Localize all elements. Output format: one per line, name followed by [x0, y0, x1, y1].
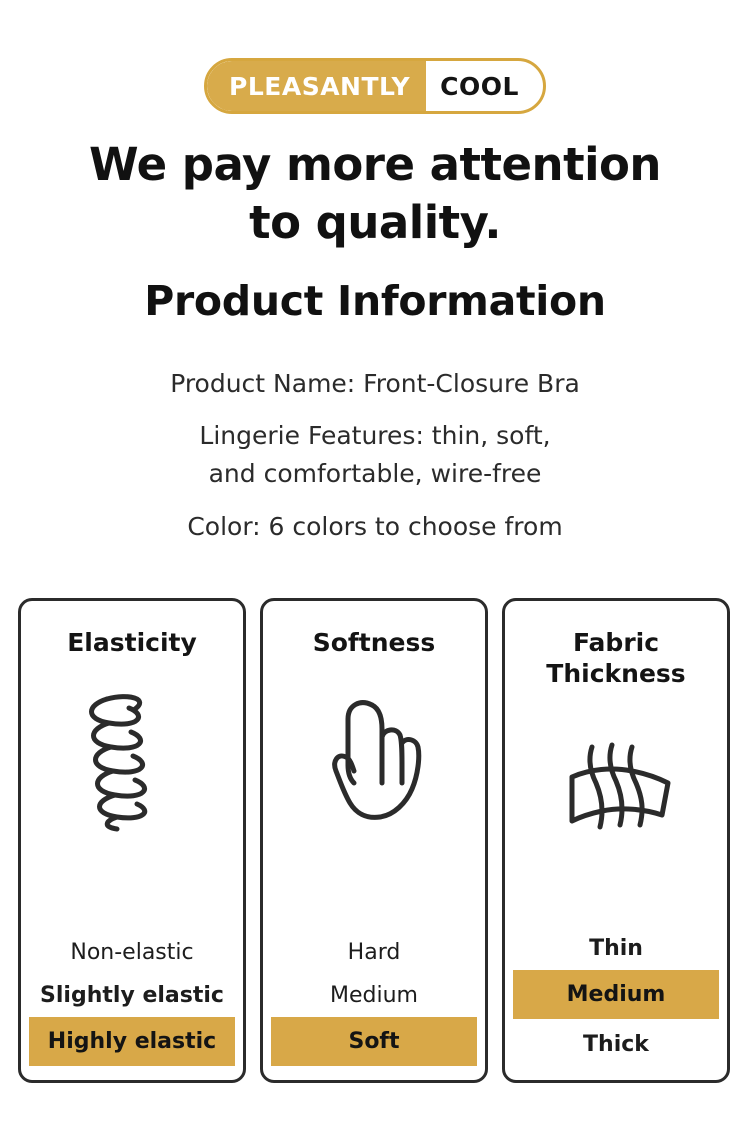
badge-right-label: COOL	[440, 71, 519, 101]
option-fabric-thickness-2[interactable]: Thick	[583, 1032, 649, 1057]
card-title-softness	[313, 627, 436, 658]
badge-container	[0, 0, 750, 114]
features-line-1: Lingerie Features: thin, soft,	[199, 420, 551, 450]
product-features-line	[0, 417, 750, 495]
features-line-2: and comfortable, wire-free	[208, 459, 542, 489]
card-title-line-1: Softness	[312, 628, 436, 657]
product-name-line: Product Name: Front-Closure Bra	[170, 369, 580, 399]
option-fabric-thickness-0[interactable]: Thin	[589, 936, 643, 961]
attribute-cards	[18, 598, 732, 1083]
option-list-elasticity	[21, 931, 243, 1066]
product-color-line: Color: 6 colors to choose from	[187, 512, 563, 542]
spring-coil-icon	[77, 674, 187, 844]
option-elasticity-1[interactable]: Slightly elastic	[40, 983, 224, 1008]
option-list-fabric-thickness	[505, 927, 727, 1066]
pleasantly-cool-badge	[204, 58, 546, 114]
badge-left-label: PLEASANTLY	[207, 61, 426, 111]
page-headline	[0, 136, 750, 251]
attribute-card-fabric-thickness	[502, 598, 730, 1083]
page-subheadline: Product Information	[144, 277, 606, 326]
card-title-fabric-thickness	[546, 627, 685, 690]
option-fabric-thickness-1[interactable]: Medium	[513, 970, 719, 1019]
option-softness-2[interactable]: Soft	[271, 1017, 477, 1066]
option-list-softness	[263, 931, 485, 1066]
card-title-elasticity	[67, 627, 197, 658]
option-elasticity-0[interactable]: Non-elastic	[70, 940, 194, 965]
card-title-line-1: Elasticity	[67, 628, 197, 657]
card-title-line-2: Thickness	[546, 659, 686, 689]
fabric-swatch-icon	[546, 706, 686, 876]
product-info-block	[0, 365, 750, 546]
headline-line-1: We pay more attention	[89, 138, 661, 191]
option-softness-0[interactable]: Hard	[347, 940, 401, 965]
card-title-line-1: Fabric	[572, 628, 660, 657]
pointing-hand-icon	[314, 674, 434, 844]
option-elasticity-2[interactable]: Highly elastic	[29, 1017, 235, 1066]
option-softness-1[interactable]: Medium	[330, 983, 418, 1008]
attribute-card-elasticity	[18, 598, 246, 1083]
attribute-card-softness	[260, 598, 488, 1083]
headline-line-2: to quality.	[249, 195, 501, 249]
